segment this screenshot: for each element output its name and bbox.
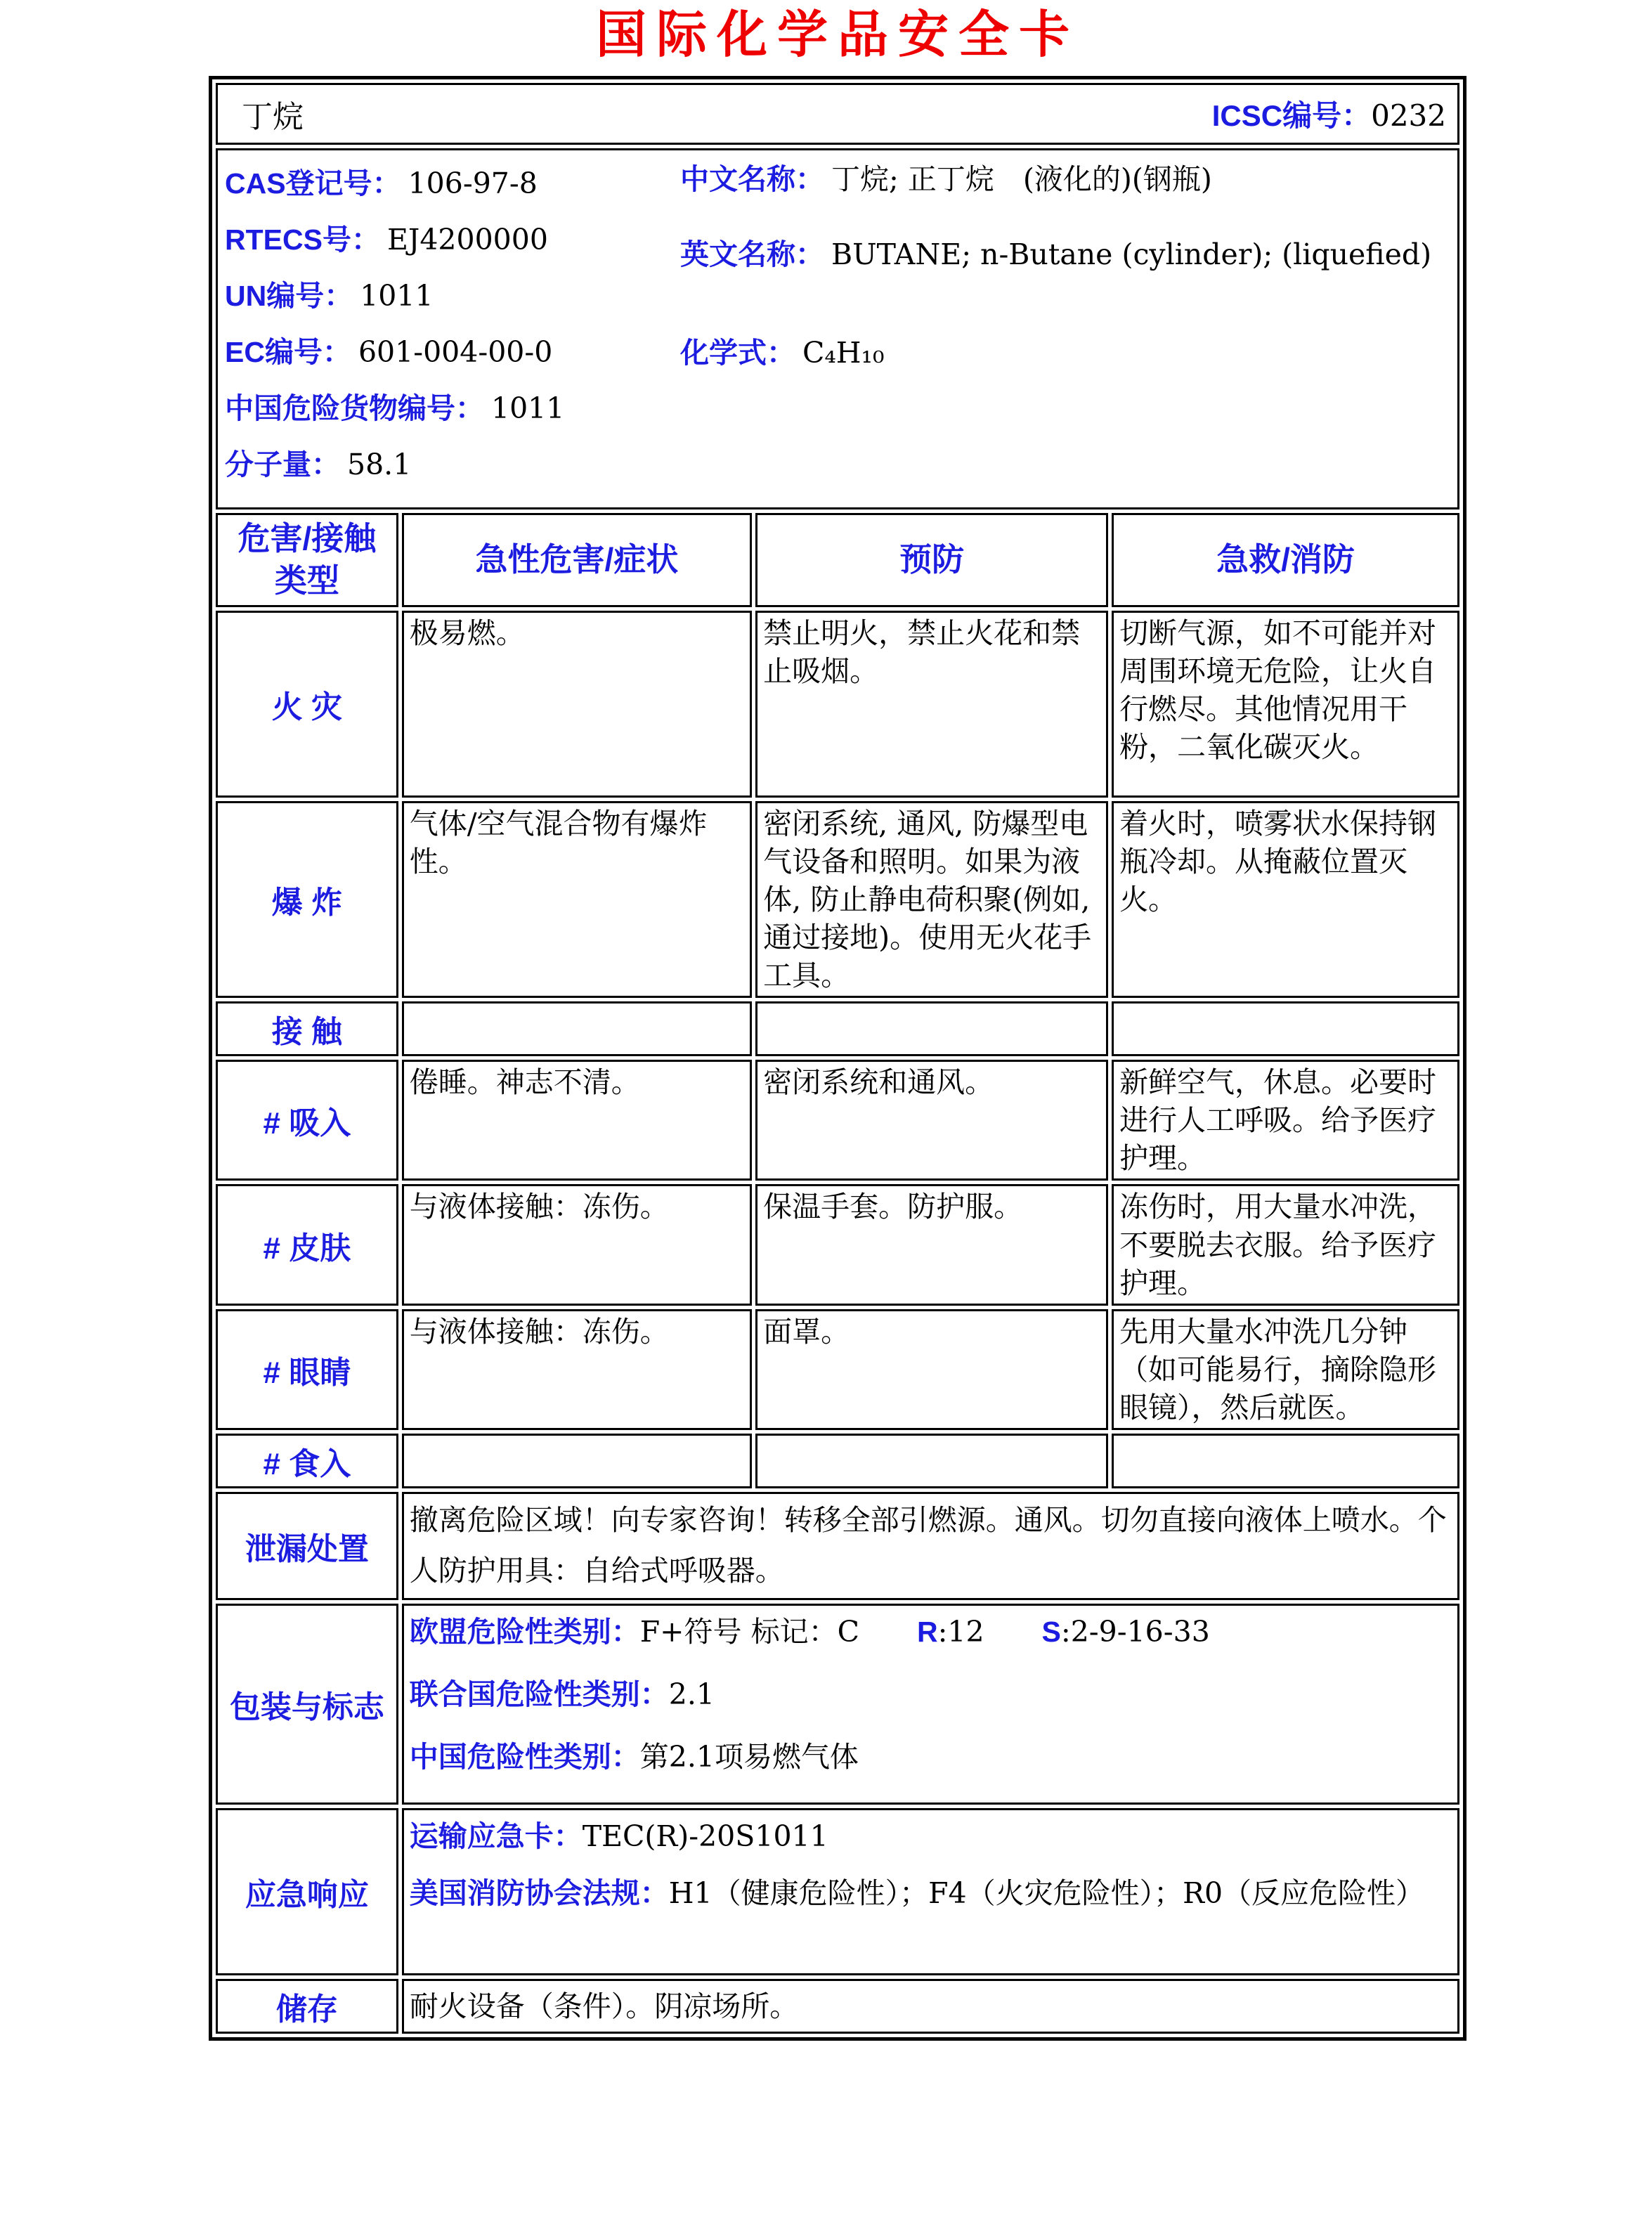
molecular-weight-line: 分子量： 58.1 bbox=[225, 448, 412, 481]
hazard-row-ingestion bbox=[216, 1434, 1459, 1488]
identification-right bbox=[680, 160, 1450, 498]
storage-content: 耐火设备（条件）。阴凉场所。 bbox=[402, 1979, 1459, 2034]
eyes-response: 先用大量水冲洗几分钟（如可能易行，摘除隐形眼镜），然后就医。 bbox=[1112, 1309, 1459, 1430]
spillage-label: 泄漏处置 bbox=[216, 1492, 398, 1600]
china-dg-number-line: 中国危险货物编号： 1011 bbox=[225, 391, 565, 425]
inhalation-response: 新鲜空气，休息。必要时进行人工呼吸。给予医疗护理。 bbox=[1112, 1060, 1459, 1181]
fire-symptoms: 极易燃。 bbox=[402, 611, 752, 798]
eyes-row-label: # 眼睛 bbox=[216, 1309, 398, 1430]
hazard-row-explosion bbox=[216, 801, 1459, 999]
skin-response: 冻伤时，用大量水冲洗，不要脱去衣服。给予医疗护理。 bbox=[1112, 1184, 1459, 1305]
icsc-label: ICSC编号： bbox=[1211, 99, 1372, 132]
inhalation-symptoms: 倦睡。神志不清。 bbox=[402, 1060, 752, 1181]
hazard-row-contact bbox=[216, 1001, 1459, 1056]
eyes-prevention: 面罩。 bbox=[755, 1309, 1108, 1430]
inhalation-prevention: 密闭系统和通风。 bbox=[755, 1060, 1108, 1181]
explosion-response: 着火时，喷雾状水保持钢瓶冷却。从掩蔽位置灭火。 bbox=[1112, 801, 1459, 999]
ingestion-row-label: # 食入 bbox=[216, 1434, 398, 1488]
skin-prevention: 保温手套。防护服。 bbox=[755, 1184, 1108, 1305]
fire-response: 切断气源，如不可能并对周围环境无危险，让火自行燃尽。其他情况用干粉，二氧化碳灭火。 bbox=[1112, 611, 1459, 798]
substance-name: 丁烷 bbox=[242, 99, 304, 135]
section-row-storage bbox=[216, 1979, 1459, 2034]
explosion-prevention: 密闭系统, 通风, 防爆型电气设备和照明。如果为液体, 防止静电荷积聚(例如, 通过接地)。使用无火花手工具。 bbox=[755, 801, 1108, 999]
contact-row-label: 接 触 bbox=[216, 1001, 398, 1056]
storage-label: 储存 bbox=[216, 1979, 398, 2034]
skin-symptoms: 与液体接触：冻伤。 bbox=[402, 1184, 752, 1305]
contact-prevention bbox=[755, 1001, 1108, 1056]
skin-row-label: # 皮肤 bbox=[216, 1184, 398, 1305]
section-row-spillage bbox=[216, 1492, 1459, 1600]
emergency-label: 应急响应 bbox=[216, 1808, 398, 1975]
inhalation-row-label: # 吸入 bbox=[216, 1060, 398, 1181]
contact-symptoms bbox=[402, 1001, 752, 1056]
hazard-table-header-row bbox=[216, 513, 1459, 607]
chinese-name-line: 中文名称： 丁烷; 正丁烷 (液化的)(钢瓶) bbox=[680, 162, 1212, 196]
cas-number-line: CAS登记号： 106-97-8 bbox=[225, 167, 538, 200]
rtecs-number-line: RTECS号： EJ4200000 bbox=[225, 223, 548, 256]
fire-prevention: 禁止明火，禁止火花和禁止吸烟。 bbox=[755, 611, 1108, 798]
identification-cell bbox=[216, 148, 1459, 509]
card-header-cell bbox=[216, 83, 1459, 145]
hazard-row-eyes bbox=[216, 1309, 1459, 1430]
icsc-number-field bbox=[1212, 93, 1450, 135]
spillage-content: 撤离危险区域！向专家咨询！转移全部引燃源。通风。切勿直接向液体上喷水。个人防护用具：自给式呼吸器。 bbox=[402, 1492, 1459, 1600]
ingestion-symptoms bbox=[402, 1434, 752, 1488]
un-number-line: UN编号： 1011 bbox=[225, 279, 434, 313]
header-acute-symptoms: 急性危害/症状 bbox=[402, 513, 752, 607]
hazard-row-inhalation bbox=[216, 1060, 1459, 1181]
card-header-row bbox=[216, 83, 1459, 145]
ec-number-line: EC编号： 601-004-00-0 bbox=[225, 335, 553, 369]
hazard-row-skin bbox=[216, 1184, 1459, 1305]
emergency-content: 运输应急卡：TEC(R)-20S1011 美国消防协会法规：H1（健康危险性）；F4（火灾危险性）；R0（反应危险性） bbox=[402, 1808, 1459, 1975]
icsc-number: 0232 bbox=[1371, 98, 1446, 133]
page-title: 国际化学品安全卡 bbox=[595, 7, 1079, 63]
explosion-row-label: 爆 炸 bbox=[216, 801, 398, 999]
section-row-packaging bbox=[216, 1604, 1459, 1805]
packaging-label: 包装与标志 bbox=[216, 1604, 398, 1805]
icsc-card bbox=[209, 76, 1466, 2041]
identification-row bbox=[216, 148, 1459, 509]
contact-response bbox=[1112, 1001, 1459, 1056]
ingestion-response bbox=[1112, 1434, 1459, 1488]
identification-left bbox=[225, 160, 680, 498]
explosion-symptoms: 气体/空气混合物有爆炸性。 bbox=[402, 801, 752, 999]
header-prevention: 预防 bbox=[755, 513, 1108, 607]
chemical-formula-line: 化学式： C₄H₁₀ bbox=[680, 335, 885, 370]
eyes-symptoms: 与液体接触：冻伤。 bbox=[402, 1309, 752, 1430]
english-name-line: 英文名称： BUTANE; n-Butane (cylinder); (liquefied) bbox=[680, 238, 1432, 272]
section-row-emergency bbox=[216, 1808, 1459, 1975]
header-hazard-type: 危害/接触 类型 bbox=[216, 513, 398, 607]
fire-row-label: 火 灾 bbox=[216, 611, 398, 798]
packaging-content: 欧盟危险性类别：F+符号 标记：C R:12 S:2-9-16-33 联合国危险性类别：2.1 中国危险性类别：第2.1项易燃气体 bbox=[402, 1604, 1459, 1805]
ingestion-prevention bbox=[755, 1434, 1108, 1488]
header-firstaid-firefighting: 急救/消防 bbox=[1112, 513, 1459, 607]
hazard-row-fire bbox=[216, 611, 1459, 798]
